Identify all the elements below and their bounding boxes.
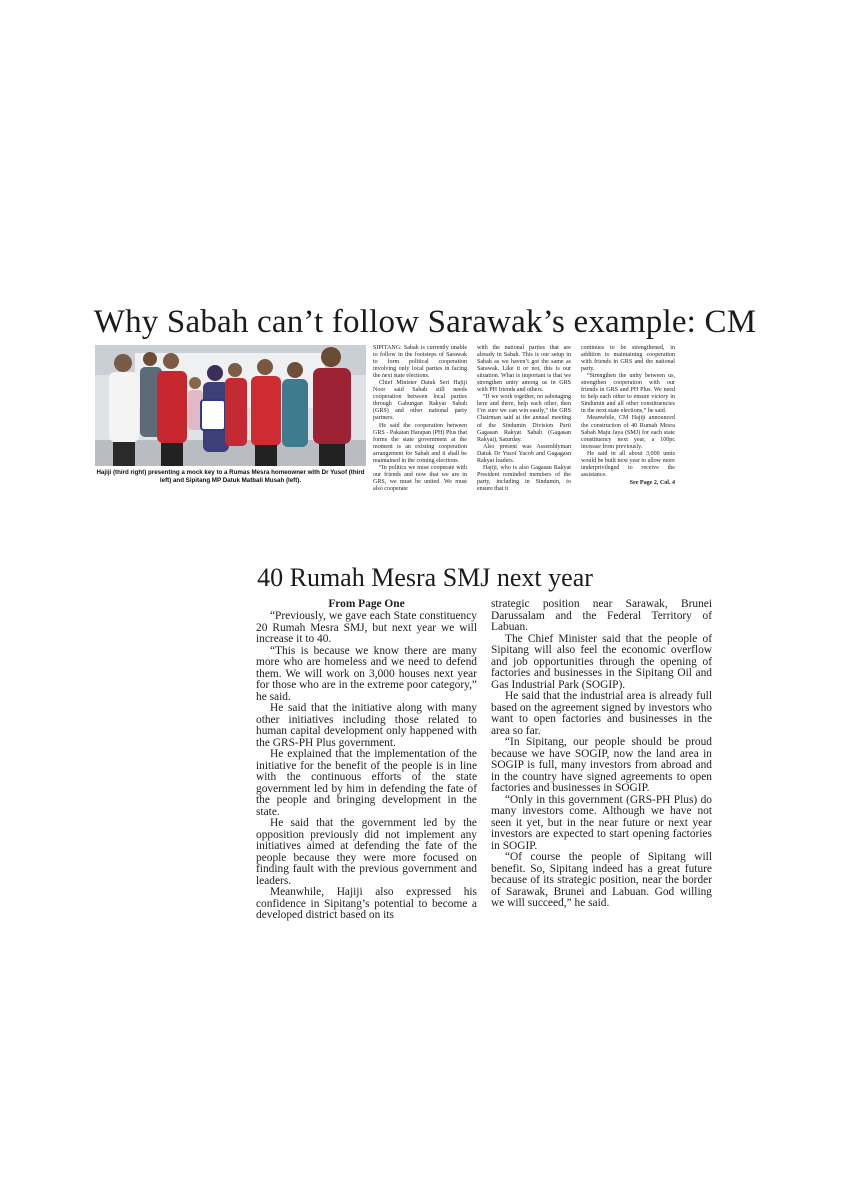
continued-reference: See Page 2, Col. 4 <box>629 479 675 486</box>
paragraph: “In politics we must cooperate with our friends and now that we are in GRS, we must be united. We must also cooperate <box>373 464 467 492</box>
paragraph: SIPITANG: Sabah is currently unable to follow in the footsteps of Sarawak to form political cooperation involving only local parties in facing the next state elections. <box>373 345 467 380</box>
article2-headline: 40 Rumah Mesra SMJ next year <box>257 563 593 592</box>
photo-caption: Hajiji (third right) presenting a mock key to a Rumas Mesra homeowner with Dr Yusof (third left) and Sipitang MP Datuk Matbali Musah (left). <box>96 469 365 485</box>
paragraph: He said in all about 3,000 units would be built next year to allow more underprivileged to receive the assistance. <box>581 450 675 478</box>
paragraph: He said that the government led by the opposition previously did not implement any initiatives aimed at defending the fate of the people because they were more focused on finding fault with the previous government and leaders. <box>256 817 477 887</box>
paragraph: “Only in this government (GRS-PH Plus) do many investors come. Although we have not seen it yet, but in the near future or next year investors are expected to start opening factories in SOGIP. <box>491 793 712 852</box>
paragraph: with the national parties that are already in Sabah. This is our setup in Sabah as we haven’t got the same as Sarawak. Like it or not, this is our situation. What is important is that we strengthen unity among us in GRS with PH friends and others. <box>477 345 571 394</box>
paragraph: He said that the industrial area is already full based on the agreement signed by investors who want to open factories and businesses in the area so far. <box>491 690 712 737</box>
paragraph: continues to be strengthened, in addition to maintaining cooperation with friends in GRS and the national party. <box>581 345 675 373</box>
article1-headline: Why Sabah can’t follow Sarawak’s example: CM <box>93 304 757 340</box>
article2-column-2 <box>491 599 712 922</box>
paragraph: Also present was Assemblyman Datuk Dr Yusof Yacob and Gagagasn Rakyat leaders. <box>477 443 571 464</box>
paragraph: Meanwhile, CM Hajiji announced the construction of 40 Rumah Mesra Sabah Maju Jaya (SMJ) for each state constituency next year, a 100pc increase from previously. <box>581 415 675 450</box>
group-photo-illustration <box>95 345 366 466</box>
paragraph: The Chief Minister said that the people of Sipitang will also feel the economic overflow and job opportunities through the opening of factories and businesses in the Sipitang Oil and Gas Industrial Park (SOGIP). <box>491 632 712 691</box>
article1-body <box>373 345 775 495</box>
paragraph: Chief Minister Datuk Seri Hajiji Noor said Sabah still needs cooperation between local parties through Gabungan Rakyat Sabah (GRS) and other national party partners. <box>373 380 467 422</box>
continued-from-label: From Page One <box>328 598 405 610</box>
paragraph: He explained that the implementation of the initiative for the benefit of the people is in line with the continuous efforts of the state government led by him in defending the fate of the people and bringing development in the state. <box>256 748 477 818</box>
paragraph: “Strengthen the unity between us, strengthen cooperation with our friends in GRS and PH Plus. We need to help each other to ensure victory in Sindumin and all other constituencies in the next state elections,” he said. <box>581 373 675 415</box>
article2-column-1 <box>256 599 477 922</box>
article1-column-3 <box>581 345 675 495</box>
paragraph: Hajiji, who is also Gagasan Rakyat President reminded members of the party, including in Sindumin, to ensure that it <box>477 464 571 492</box>
paragraph: He said the cooperation between GRS - Pakatan Harapan (PH) Plus that forms the state government at the moment is an existing cooperation arrangement for Sabah and it shall be maintained in the coming elections. <box>373 422 467 464</box>
paragraph: “Of course the people of Sipitang will benefit. So, Sipitang indeed has a great future because of its strategic position, near the border of Sarawak, Brunei and Labuan. God willing we will succeed,” he said. <box>491 851 712 909</box>
article1-column-1 <box>373 345 467 495</box>
paragraph: He said that the initiative along with many other initiatives including those related to human capital development only happened with the GRS-PH Plus government. <box>256 702 477 749</box>
paragraph: “Previously, we gave each State constituency 20 Rumah Mesra SMJ, but next year we will increase it to 40. <box>256 610 477 645</box>
paragraph: strategic position near Sarawak, Brunei Darussalam and the Federal Territory of Labuan. <box>491 598 712 633</box>
paragraph: “This is because we know there are many more who are homeless and we need to defend them. We will work on 3,000 houses next year for those who are in the extreme poor category,” he said. <box>256 644 477 703</box>
paragraph: “If we work together, no sabotaging here and there, help each other, then I’m sure we can win easily,” the GRS Chairman said at the annual meeting of the Sindumin Division Parti Gagasan Rakyat Sabah (Gagasan Rakyat), Saturday. <box>477 394 571 443</box>
article1-column-2 <box>477 345 571 495</box>
paragraph: Meanwhile, Hajiji also expressed his confidence in Sipitang’s potential to become a developed district based on its <box>256 886 477 921</box>
article1-photo <box>95 345 366 466</box>
article2-body <box>256 599 712 922</box>
paragraph: “In Sipitang, our people should be proud because we have SOGIP, now the land area in SOGIP is full, many investors from abroad and in the country have signed agreements to open factories and businesses in SOGIP. <box>491 736 712 794</box>
